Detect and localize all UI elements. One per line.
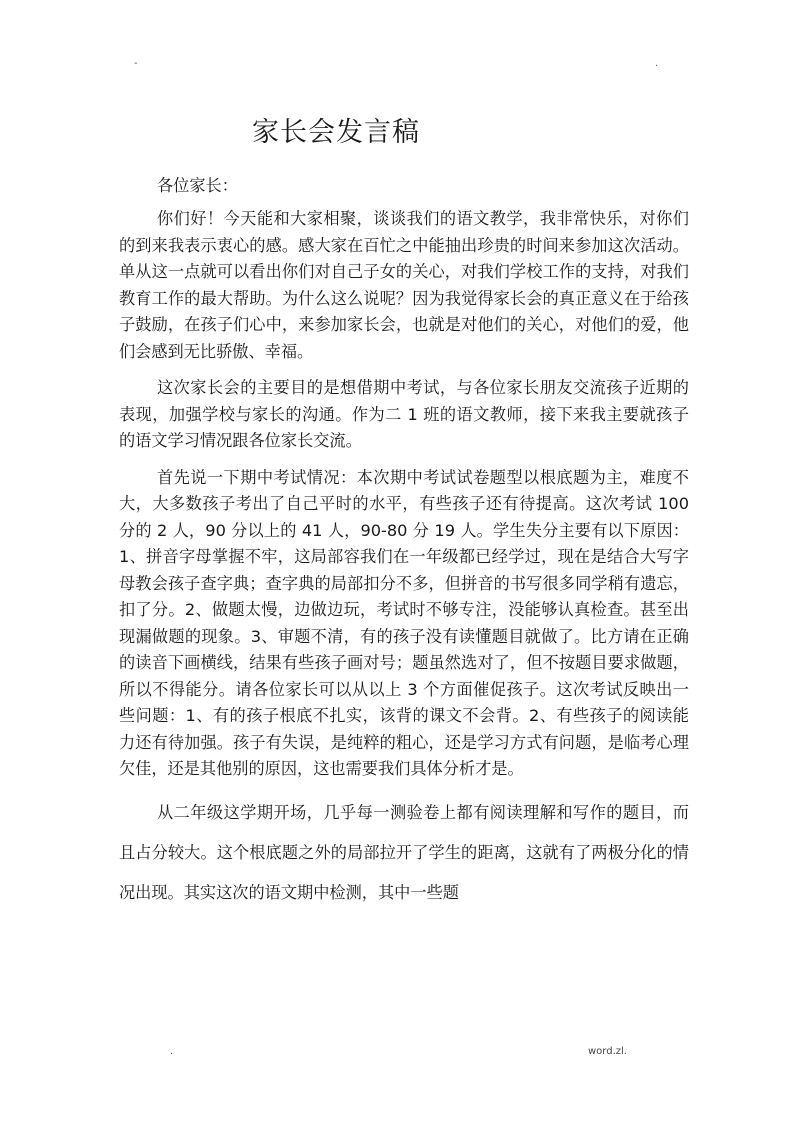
paragraph-4: 从二年级这学期开场，几乎每一测验卷上都有阅读理解和写作的题目，而且占分较大。这个根底题之外的局部拉开了学生的距离，这就有了两极分化的情况出现。其实这次的语文期中检测，其中一些题 <box>119 802 689 902</box>
paragraph-2: 这次家长会的主要目的是想借期中考试，与各位家长朋友交流孩子近期的表现，加强学校与家长的沟通。作为二 1 班的语文教师，接下来我主要就孩子的语文学习情况跟各位家长交流。 <box>119 378 689 450</box>
paragraph-3: 首先说一下期中考试情况：本次期中考试试卷题型以根底题为主，难度不大，大多数孩子考出了自己平时的水平，有些孩子还有待提高。这次考试 100 分的 2 人，90 分以上的 41 人，90-80 分 19 人。学生失分主要有以下原因：1、拼音字母掌握不牢，这局部容我们在一年级都已经学过，现在是结合大写字母教会孩子查字典；查字典的局部扣分不多，但拼音的书写很多同学稍有遗忘，扣了分。2、做题太慢，边做边玩，考试时不够专注，没能够认真检查。甚至出现漏做题的现象。3、审题不清，有的孩子没有读懂题目就做了。比方请在正确的读音下画横线，结果有些孩子画对号；题虽然选对了，但不按题目要求做题，所以不得能分。请各位家长可以从以上 3 个方面催促孩子。这次考试反映出一些问题：1、有的孩子根底不扎实，该背的课文不会背。2、有些孩子的阅读能力还有待加强。孩子有失误，是纯粹的粗心，还是学习方式有问题，是临考心理欠佳，还是其他别的原因，这也需要我们具体分析才是。 <box>119 467 689 778</box>
footer-left-mark: . <box>170 1046 174 1057</box>
footer-source: word.zl. <box>588 1046 627 1057</box>
header-right-mark: . <box>655 58 659 69</box>
greeting: 各位家长： <box>157 176 238 195</box>
paragraph-1: 你们好！今天能和大家相聚，谈谈我们的语文教学，我非常快乐，对你们的到来我表示衷心的感。感大家在百忙之中能抽出珍贵的时间来参加这次活动。单从这一点就可以看出你们对自己子女的关心，对我们学校工作的支持，对我们教育工作的最大帮助。为什么这么说呢？因为我觉得家长会的真正意义在于给孩子鼓励，在孩子们心中，来参加家长会，也就是对他们的关心，对他们的爱，他们会感到无比骄傲、幸福。 <box>119 209 689 361</box>
header-left-mark: - <box>134 58 138 69</box>
document-title: 家长会发言稿 <box>252 117 420 148</box>
body-section-1 <box>119 206 689 923</box>
